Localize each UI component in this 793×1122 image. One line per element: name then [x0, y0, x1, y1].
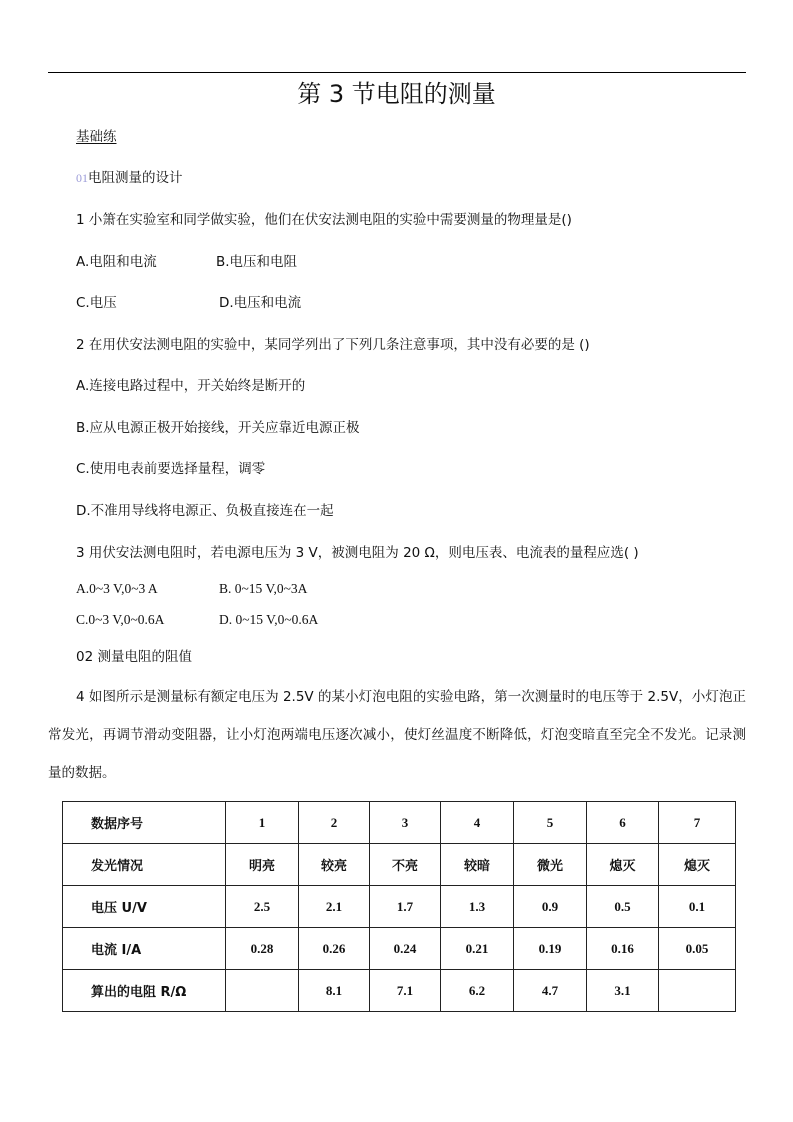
- question-1-option-c: C.电压: [76, 295, 117, 311]
- table-cell: 2: [299, 802, 370, 844]
- table-cell: 1: [226, 802, 299, 844]
- table-cell: 0.26: [299, 928, 370, 970]
- table-row-label: 电压 U/V: [63, 886, 226, 928]
- table-cell: 5: [514, 802, 587, 844]
- table-cell: 2.5: [226, 886, 299, 928]
- question-3-option-d: D. 0~15 V,0~0.6A: [219, 612, 319, 627]
- question-1-option-d: D.电压和电流: [219, 295, 302, 311]
- table-cell: 0.19: [514, 928, 587, 970]
- table-cell: [659, 970, 736, 1012]
- table-cell: 0.05: [659, 928, 736, 970]
- table-cell: 8.1: [299, 970, 370, 1012]
- table-row-row-resistance: [63, 970, 736, 1012]
- table-cell: 7: [659, 802, 736, 844]
- table-cell: 7.1: [370, 970, 441, 1012]
- table-cell: 0.24: [370, 928, 441, 970]
- table-cell: 1.7: [370, 886, 441, 928]
- page-title: 第 3 节电阻的测量: [297, 80, 496, 108]
- measurement-table: [62, 801, 736, 1012]
- table-row-row-current: [63, 928, 736, 970]
- table-row-label: 发光情况: [63, 844, 226, 886]
- table-cell: [226, 970, 299, 1012]
- subsection-1-title: 电阻测量的设计: [88, 170, 183, 186]
- header-rule: [48, 72, 746, 73]
- question-2-stem: 2 在用伏安法测电阻的实验中，某同学列出了下列几条注意事项，其中没有必要的是 (): [76, 337, 590, 353]
- table-cell: 0.21: [441, 928, 514, 970]
- table-row-label: 算出的电阻 R/Ω: [63, 970, 226, 1012]
- table-cell: 2.1: [299, 886, 370, 928]
- table-cell: 1.3: [441, 886, 514, 928]
- table-row-row-index: [63, 802, 736, 844]
- question-1-stem: 1 小箫在实验室和同学做实验，他们在伏安法测电阻的实验中需要测量的物理量是(): [76, 212, 572, 228]
- table-row-label: 电流 I/A: [63, 928, 226, 970]
- question-2-option-d: D.不准用导线将电源正、负极直接连在一起: [76, 503, 334, 519]
- table-cell: 熄灭: [659, 844, 736, 886]
- subsection-1-heading: [76, 168, 183, 188]
- question-2-option-b: B.应从电源正极开始接线，开关应靠近电源正极: [76, 420, 360, 436]
- table-cell: 0.28: [226, 928, 299, 970]
- table-cell: 微光: [514, 844, 587, 886]
- table-cell: 0.1: [659, 886, 736, 928]
- section-heading-basic: 基础练: [76, 129, 117, 145]
- table-cell: 熄灭: [587, 844, 659, 886]
- table-cell: 较亮: [299, 844, 370, 886]
- table-cell: 4.7: [514, 970, 587, 1012]
- subsection-2-heading: 02 测量电阻的阻值: [76, 649, 192, 665]
- subsection-1-number: 01: [76, 171, 88, 185]
- question-1-option-b: B.电压和电阻: [216, 254, 298, 270]
- table-cell: 不亮: [370, 844, 441, 886]
- question-2-option-a: A.连接电路过程中，开关始终是断开的: [76, 378, 306, 394]
- table-cell: 0.9: [514, 886, 587, 928]
- question-4-text: 4 如图所示是测量标有额定电压为 2.5V 的某小灯泡电阻的实验电路，第一次测量时的电压等于 2.5V，小灯泡正常发光，再调节滑动变阻器，让小灯泡两端电压逐次减小，使灯丝温度不断降低，灯泡变暗直至完全不发光。记录测量的数据。: [48, 689, 746, 781]
- table-cell: 0.16: [587, 928, 659, 970]
- question-3-option-a: A.0~3 V,0~3 A: [76, 581, 158, 596]
- table-cell: 较暗: [441, 844, 514, 886]
- question-2-option-c: C.使用电表前要选择量程，调零: [76, 461, 266, 477]
- table-cell: 4: [441, 802, 514, 844]
- table-cell: 6: [587, 802, 659, 844]
- table-row-label: 数据序号: [63, 802, 226, 844]
- table-cell: 0.5: [587, 886, 659, 928]
- table-cell: 6.2: [441, 970, 514, 1012]
- table-cell: 3.1: [587, 970, 659, 1012]
- question-1-option-a: A.电阻和电流: [76, 254, 157, 270]
- table-cell: 3: [370, 802, 441, 844]
- question-3-option-c: C.0~3 V,0~0.6A: [76, 612, 165, 627]
- table-row-row-voltage: [63, 886, 736, 928]
- question-3-stem: 3 用伏安法测电阻时，若电源电压为 3 V，被测电阻为 20 Ω，则电压表、电流表的量程应选( ): [76, 545, 639, 561]
- table-cell: 明亮: [226, 844, 299, 886]
- question-3-option-b: B. 0~15 V,0~3A: [219, 581, 308, 596]
- table-row-row-brightness: [63, 844, 736, 886]
